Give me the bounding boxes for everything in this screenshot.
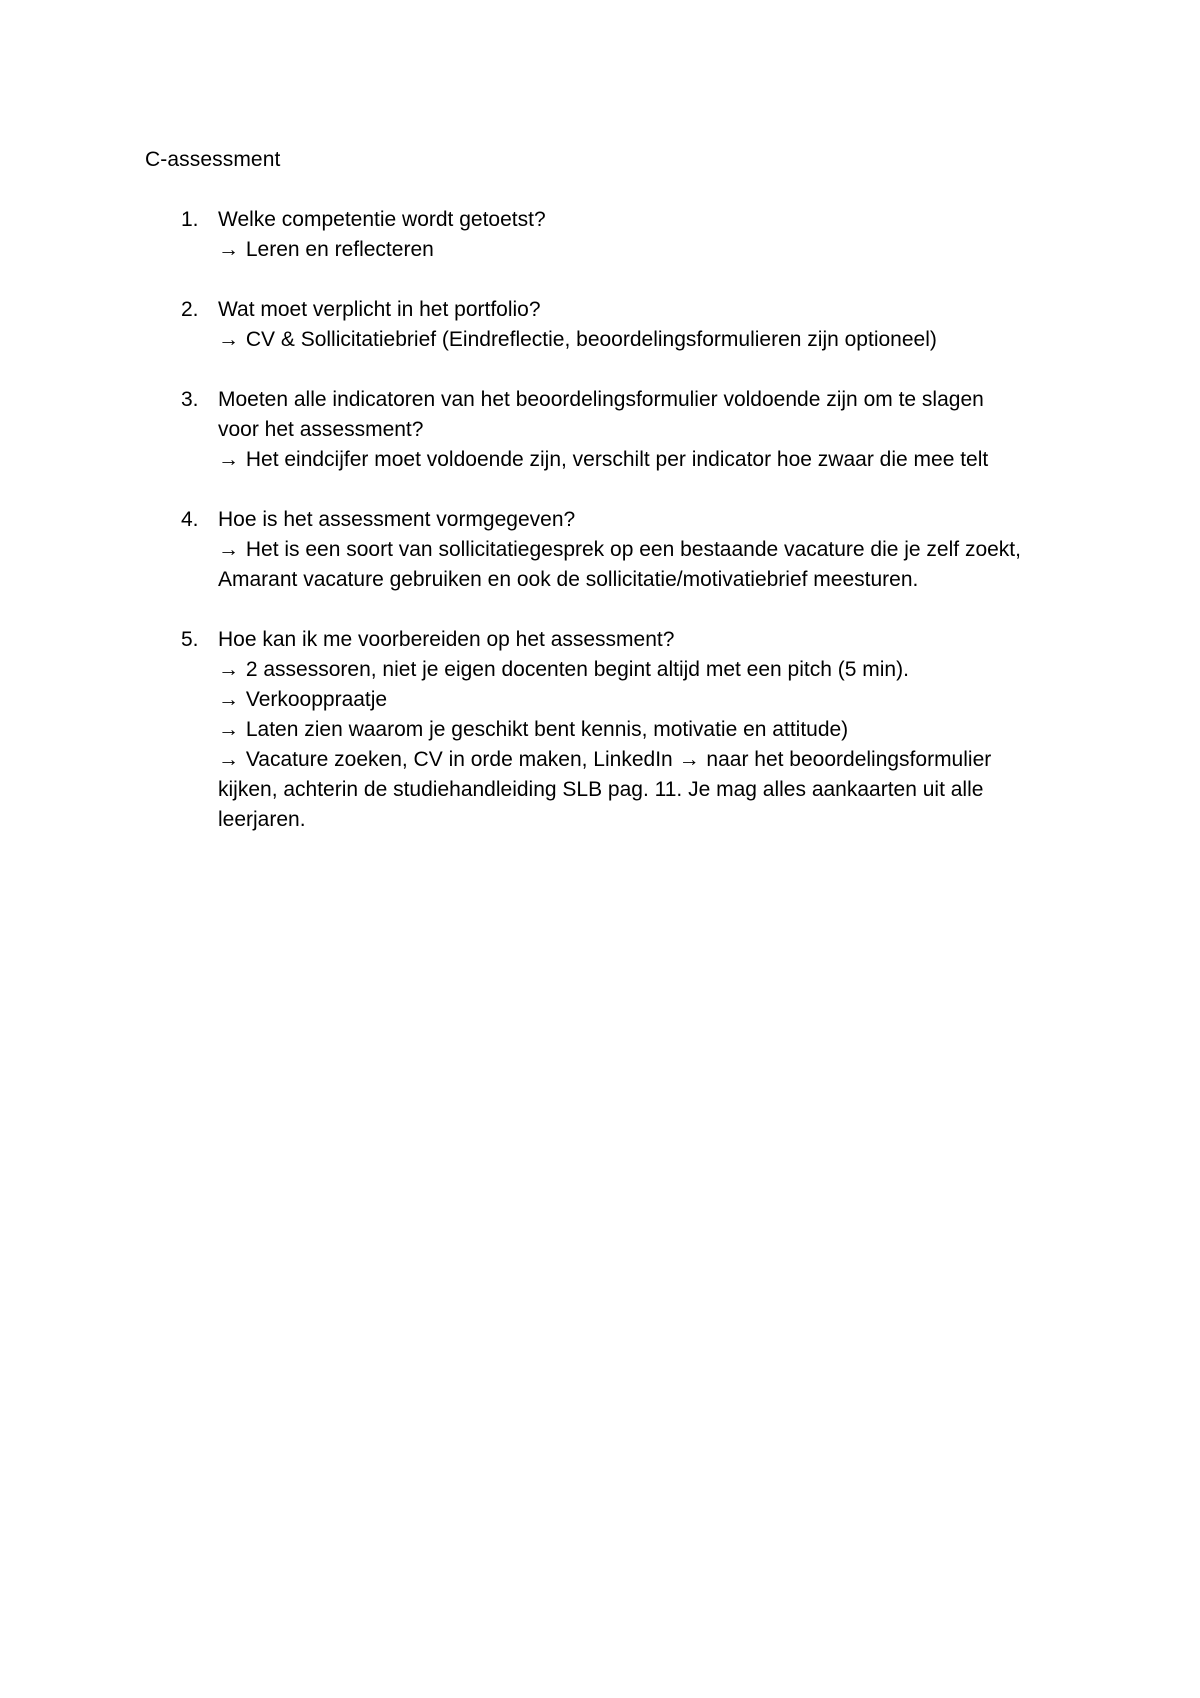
answer-text: Verkooppraatje [245, 688, 388, 711]
answer-text: Het is een soort van sollicitatiegesprek op een bestaande vacature die je zelf zoekt, [245, 538, 1021, 561]
item-body [218, 385, 1078, 475]
answer-line [218, 445, 1078, 475]
right-arrow-icon: → [218, 538, 239, 561]
answer-continuation: leerjaren. [218, 808, 306, 831]
answer-line [218, 535, 1078, 565]
right-arrow-icon: → [218, 238, 239, 261]
answer-line [218, 685, 1078, 715]
question-text: Moeten alle indicatoren van het beoordelingsformulier voldoende zijn om te slagen [218, 388, 984, 411]
right-arrow-icon: → [218, 748, 239, 771]
item-number: 4. [181, 508, 199, 531]
question-text: Hoe is het assessment vormgegeven? [218, 508, 576, 531]
answer-line [218, 655, 1078, 685]
question-text: Wat moet verplicht in het portfolio? [218, 298, 541, 321]
answer-text: Het eindcijfer moet voldoende zijn, verschilt per indicator hoe zwaar die mee telt [245, 448, 989, 471]
item-number: 5. [181, 628, 199, 651]
right-arrow-icon: → [218, 658, 239, 681]
question-list [0, 205, 1200, 865]
answer-text: Vacature zoeken, CV in orde maken, LinkedIn [245, 748, 673, 771]
answer-line [218, 235, 1078, 265]
item-body [218, 625, 1078, 835]
answer-text: CV & Sollicitatiebrief (Eindreflectie, beoordelingsformulieren zijn optioneel) [245, 328, 937, 351]
answer-continuation: Amarant vacature gebruiken en ook de sollicitatie/motivatiebrief meesturen. [218, 568, 919, 591]
answer-text: Leren en reflecteren [245, 238, 434, 261]
right-arrow-icon: → [218, 328, 239, 351]
list-item [0, 295, 1200, 355]
question-text: Welke competentie wordt getoetst? [218, 208, 546, 231]
answer-text: 2 assessoren, niet je eigen docenten begint altijd met een pitch (5 min). [245, 658, 909, 681]
right-arrow-icon: → [218, 448, 239, 471]
item-number: 1. [181, 208, 199, 231]
question-text: voor het assessment? [218, 418, 424, 441]
answer-text: Laten zien waarom je geschikt bent kennis, motivatie en attitude) [245, 718, 849, 741]
answer-continuation: kijken, achterin de studiehandleiding SLB pag. 11. Je mag alles aankaarten uit alle [218, 778, 984, 801]
answer-line [218, 715, 1078, 745]
right-arrow-icon: → [678, 748, 700, 771]
answer-line [218, 745, 1078, 775]
document-title: C-assessment [145, 148, 281, 171]
list-item [0, 505, 1200, 595]
right-arrow-icon: → [218, 718, 239, 741]
list-item [0, 625, 1200, 835]
list-item [0, 205, 1200, 265]
right-arrow-icon: → [218, 688, 239, 711]
answer-text: naar het beoordelingsformulier [706, 748, 992, 771]
list-item [0, 385, 1200, 475]
item-number: 2. [181, 298, 199, 321]
item-body [218, 295, 1078, 355]
item-body [218, 205, 1078, 265]
question-text: Hoe kan ik me voorbereiden op het assessment? [218, 628, 675, 651]
answer-line [218, 325, 1078, 355]
item-number: 3. [181, 388, 199, 411]
item-body [218, 505, 1078, 595]
